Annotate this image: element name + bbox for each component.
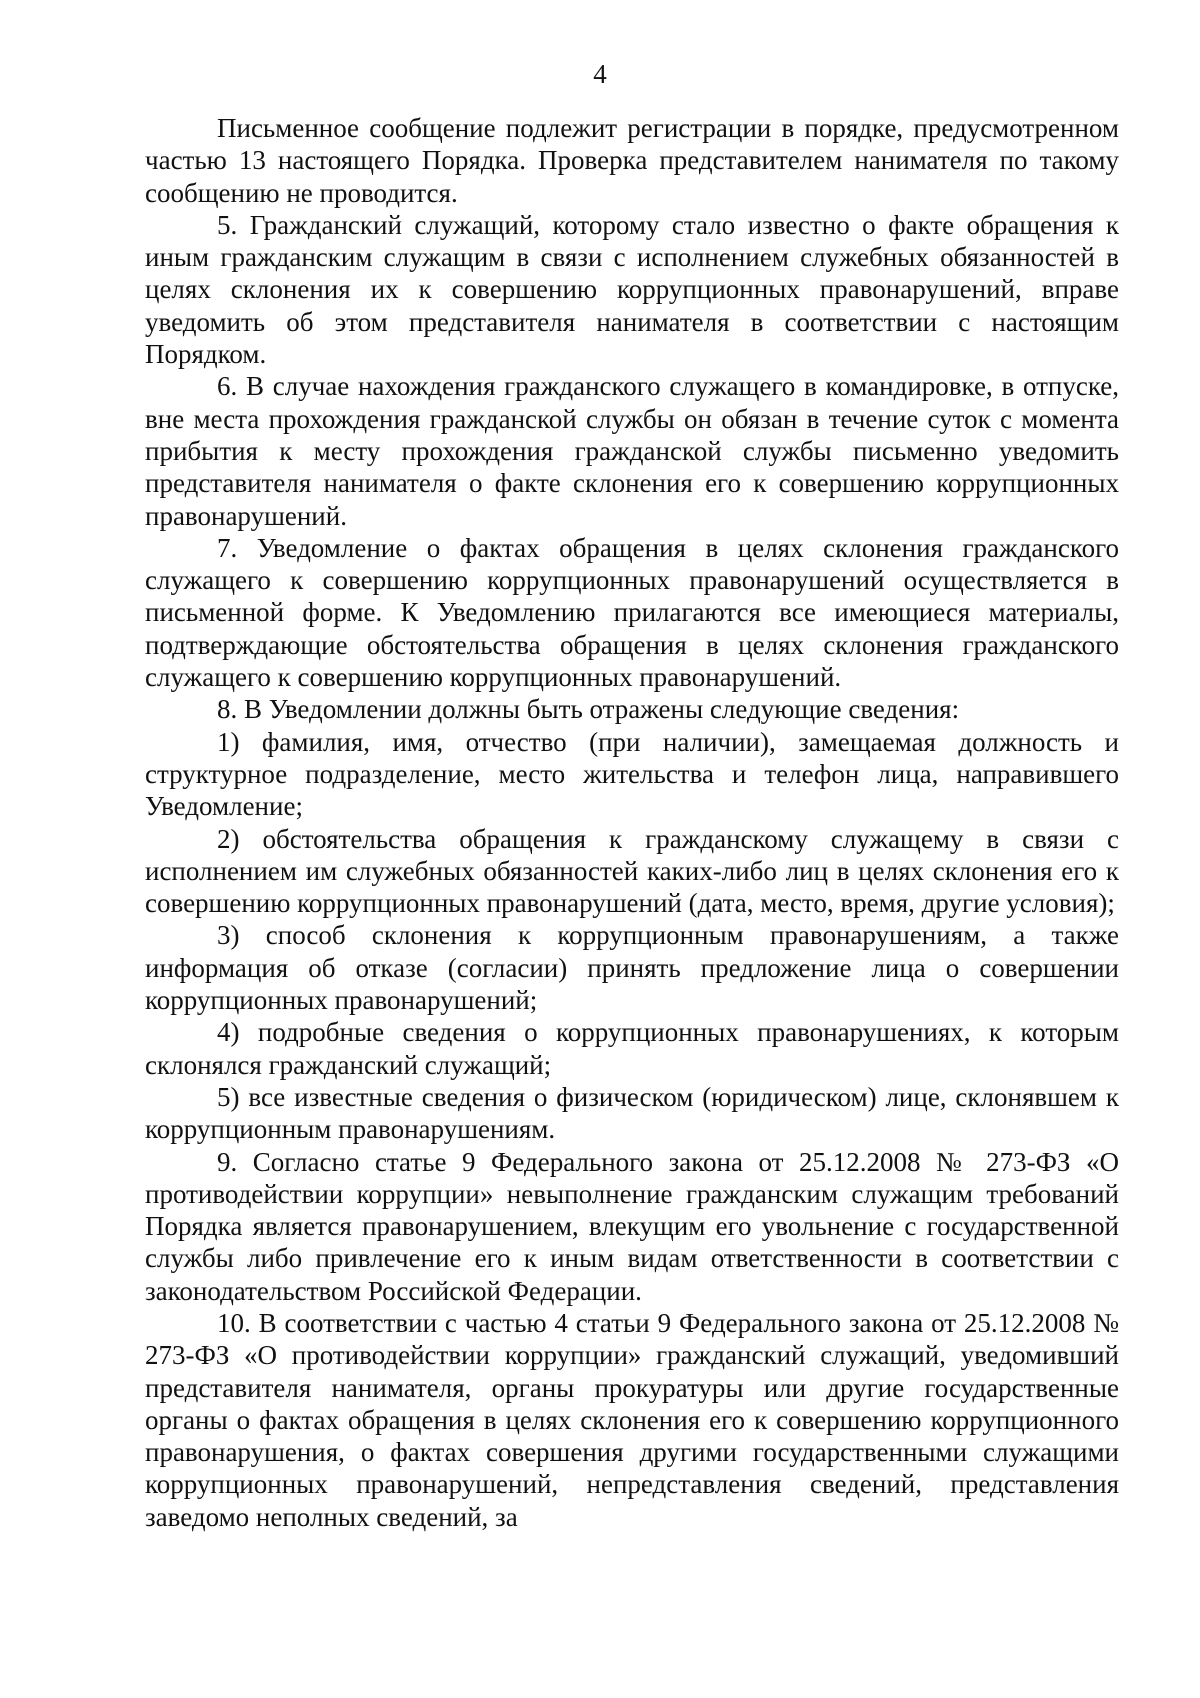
paragraph-registration: Письменное сообщение подлежит регистрации в порядке, предусмотренном частью 13 настоящего Порядка. Проверка представителем нанимателя по такому сообщению не проводится. bbox=[145, 113, 1119, 208]
document-body bbox=[145, 112, 1119, 1533]
paragraph-8: 8. В Уведомлении должны быть отражены следующие сведения: bbox=[217, 694, 960, 725]
page-number: 4 bbox=[593, 59, 607, 89]
list-item-4: 4) подробные сведения о коррупционных правонарушениях, к которым склонялся гражданский служащий; bbox=[145, 1017, 1119, 1080]
list-item-3: 3) способ склонения к коррупционным правонарушениям, а также информация об отказе (согласии) принять предложение лица о совершении коррупционных правонарушений; bbox=[145, 920, 1119, 1016]
paragraph-5: 5. Гражданский служащий, которому стало известно о факте обращения к иным гражданским служащим в связи с исполнением служебных обязанностей в целях склонения их к совершению коррупционных правонарушений, вправе уведомить об этом представителя нанимателя в соответствии с настоящим Порядком. bbox=[145, 209, 1119, 370]
paragraph-7: 7. Уведомление о фактах обращения в целях склонения гражданского служащего к совершению коррупционных правонарушений осуществляется в письменной форме. К Уведомлению прилагаются все имеющиеся материалы, подтверждающие обстоятельства обращения в целях склонения гражданского служащего к совершению коррупционных правонарушений. bbox=[145, 532, 1119, 693]
paragraph-9: 9. Согласно статье 9 Федерального закона от 25.12.2008 № 273-ФЗ «О противодействии коррупции» невыполнение гражданским служащим требований Порядка является правонарушением, влекущим его увольнение с государственной службы либо привлечение его к иным видам ответственности в соответствии с законодательством Российской Федерации. bbox=[145, 1146, 1119, 1306]
paragraph-6: 6. В случае нахождения гражданского служащего в командировке, в отпуске, вне места прохождения гражданской службы он обязан в течение суток с момента прибытия к месту прохождения гражданской службы письменно уведомить представителя нанимателя о факте склонения его к совершению коррупционных правонарушений. bbox=[145, 371, 1119, 531]
list-item-2: 2) обстоятельства обращения к гражданскому служащему в связи с исполнением им служебных обязанностей каких-либо лиц в целях склонения его к совершению коррупционных правонарушений (дата, место, время, другие условия); bbox=[145, 823, 1119, 919]
list-item-5: 5) все известные сведения о физическом (юридическом) лице, склонявшем к коррупционным правонарушениям. bbox=[145, 1081, 1119, 1145]
paragraph-10: 10. В соответствии с частью 4 статьи 9 Федерального закона от 25.12.2008 № 273-ФЗ «О противодействии коррупции» гражданский служащий, уведомивший представителя нанимателя, органы прокуратуры или другие государственные органы о фактах обращения в целях склонения его к совершению коррупционного правонарушения, о фактах совершения другими государственными служащими коррупционных правонарушений, непредставления сведений, представления заведомо неполных сведений, за bbox=[145, 1307, 1119, 1532]
list-item-1: 1) фамилия, имя, отчество (при наличии), замещаемая должность и структурное подразделение, место жительства и телефон лица, направившего Уведомление; bbox=[145, 726, 1119, 822]
